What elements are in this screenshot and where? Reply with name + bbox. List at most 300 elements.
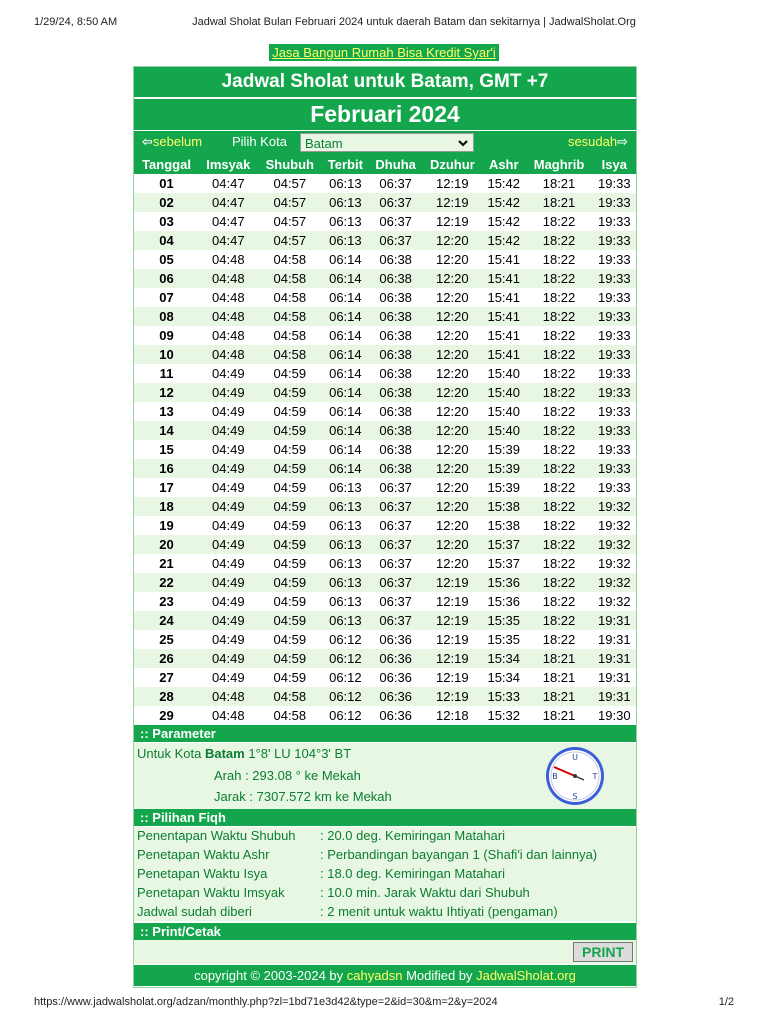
time-cell: 04:59: [258, 573, 322, 592]
time-cell: 18:22: [525, 554, 592, 573]
time-cell: 04:58: [258, 307, 322, 326]
time-cell: 15:42: [482, 193, 525, 212]
table-row: [134, 307, 636, 326]
table-row: [134, 668, 636, 687]
table-row: [134, 402, 636, 421]
time-cell: 12:20: [423, 288, 483, 307]
day-cell: 26: [134, 649, 199, 668]
table-row: [134, 421, 636, 440]
time-cell: 19:33: [593, 250, 636, 269]
time-cell: 18:22: [525, 611, 592, 630]
table-row: [134, 288, 636, 307]
time-cell: 19:30: [593, 706, 636, 725]
table-row: [134, 250, 636, 269]
time-cell: 12:19: [423, 174, 483, 193]
day-cell: 10: [134, 345, 199, 364]
time-cell: 18:22: [525, 592, 592, 611]
time-cell: 04:59: [258, 478, 322, 497]
time-cell: 19:33: [593, 231, 636, 250]
author-link[interactable]: cahyadsn: [346, 968, 403, 983]
fiqh-item-value: : 20.0 deg. Kemiringan Matahari: [320, 828, 505, 843]
time-cell: 15:40: [482, 402, 525, 421]
day-cell: 04: [134, 231, 199, 250]
time-cell: 18:22: [525, 573, 592, 592]
time-cell: 04:58: [258, 250, 322, 269]
time-cell: 06:14: [322, 440, 369, 459]
time-cell: 04:49: [199, 668, 258, 687]
time-cell: 04:59: [258, 554, 322, 573]
day-cell: 13: [134, 402, 199, 421]
day-cell: 25: [134, 630, 199, 649]
time-cell: 19:32: [593, 592, 636, 611]
time-cell: 12:20: [423, 383, 483, 402]
time-cell: 04:48: [199, 326, 258, 345]
city-select-value: Batam: [305, 136, 343, 151]
time-cell: 04:49: [199, 478, 258, 497]
time-cell: 04:48: [199, 706, 258, 725]
time-cell: 04:47: [199, 193, 258, 212]
time-cell: 06:14: [322, 269, 369, 288]
time-cell: 06:14: [322, 307, 369, 326]
time-cell: 18:22: [525, 231, 592, 250]
time-cell: 04:59: [258, 649, 322, 668]
prayer-schedule-table: [134, 155, 636, 725]
city-coordinates: 1°8' LU 104°3' BT: [248, 746, 352, 761]
time-cell: 06:13: [322, 174, 369, 193]
table-row: [134, 478, 636, 497]
column-header: Ashr: [482, 155, 525, 174]
time-cell: 15:35: [482, 630, 525, 649]
time-cell: 15:37: [482, 554, 525, 573]
time-cell: 12:20: [423, 516, 483, 535]
day-cell: 23: [134, 592, 199, 611]
time-cell: 04:48: [199, 345, 258, 364]
time-cell: 15:36: [482, 592, 525, 611]
time-cell: 04:49: [199, 554, 258, 573]
time-cell: 04:58: [258, 269, 322, 288]
time-cell: 06:14: [322, 345, 369, 364]
ad-link[interactable]: Jasa Bangun Rumah Bisa Kredit Syar'i: [269, 44, 499, 61]
compass-east-label: T: [592, 772, 598, 781]
time-cell: 15:41: [482, 250, 525, 269]
print-button[interactable]: PRINT: [573, 942, 633, 962]
qibla-direction: Arah : 293.08 ° ke Mekah: [214, 768, 361, 783]
schedule-panel: [133, 66, 637, 988]
time-cell: 15:38: [482, 497, 525, 516]
prev-month-label: sebelum: [152, 134, 203, 149]
time-cell: 04:59: [258, 383, 322, 402]
time-cell: 12:20: [423, 307, 483, 326]
time-cell: 12:20: [423, 269, 483, 288]
time-cell: 06:37: [369, 478, 423, 497]
prev-month-link[interactable]: [142, 134, 202, 150]
time-cell: 06:38: [369, 269, 423, 288]
time-cell: 12:20: [423, 402, 483, 421]
time-cell: 15:33: [482, 687, 525, 706]
time-cell: 12:19: [423, 212, 483, 231]
time-cell: 04:49: [199, 630, 258, 649]
time-cell: 04:57: [258, 231, 322, 250]
time-cell: 19:32: [593, 516, 636, 535]
table-body: [134, 174, 636, 725]
time-cell: 06:36: [369, 630, 423, 649]
time-cell: 04:58: [258, 345, 322, 364]
time-cell: 04:59: [258, 440, 322, 459]
time-cell: 19:33: [593, 345, 636, 364]
time-cell: 04:59: [258, 402, 322, 421]
table-row: [134, 573, 636, 592]
day-cell: 08: [134, 307, 199, 326]
fiqh-item: [134, 845, 636, 864]
time-cell: 06:38: [369, 421, 423, 440]
time-cell: 04:49: [199, 402, 258, 421]
day-cell: 05: [134, 250, 199, 269]
compass-south-label: S: [572, 792, 578, 801]
time-cell: 15:39: [482, 440, 525, 459]
time-cell: 06:37: [369, 573, 423, 592]
day-cell: 27: [134, 668, 199, 687]
time-cell: 04:47: [199, 174, 258, 193]
time-cell: 15:32: [482, 706, 525, 725]
time-cell: 12:20: [423, 326, 483, 345]
table-row: [134, 440, 636, 459]
time-cell: 06:14: [322, 421, 369, 440]
time-cell: 06:13: [322, 611, 369, 630]
time-cell: 06:38: [369, 440, 423, 459]
time-cell: 06:37: [369, 516, 423, 535]
time-cell: 18:22: [525, 440, 592, 459]
time-cell: 12:19: [423, 573, 483, 592]
column-header: Terbit: [322, 155, 369, 174]
month-title: Februari 2024: [134, 99, 636, 130]
time-cell: 06:13: [322, 592, 369, 611]
day-cell: 21: [134, 554, 199, 573]
ad-banner: [0, 44, 768, 62]
time-cell: 04:59: [258, 421, 322, 440]
time-cell: 19:33: [593, 174, 636, 193]
time-cell: 19:33: [593, 307, 636, 326]
day-cell: 07: [134, 288, 199, 307]
parameter-panel: [134, 743, 636, 809]
time-cell: 19:33: [593, 459, 636, 478]
time-cell: 18:22: [525, 516, 592, 535]
time-cell: 06:13: [322, 573, 369, 592]
time-cell: 06:13: [322, 516, 369, 535]
print-bar: [134, 940, 636, 964]
time-cell: 19:31: [593, 611, 636, 630]
table-header-row: [134, 155, 636, 174]
time-cell: 12:20: [423, 497, 483, 516]
table-row: [134, 516, 636, 535]
time-cell: 12:20: [423, 440, 483, 459]
table-row: [134, 554, 636, 573]
time-cell: 04:58: [258, 326, 322, 345]
parameter-section-title: :: Parameter: [134, 725, 636, 742]
table-row: [134, 535, 636, 554]
time-cell: 06:12: [322, 706, 369, 725]
time-cell: 06:14: [322, 402, 369, 421]
city-info: [137, 746, 351, 761]
time-cell: 04:49: [199, 421, 258, 440]
time-cell: 18:22: [525, 364, 592, 383]
table-row: [134, 269, 636, 288]
time-cell: 04:59: [258, 611, 322, 630]
time-cell: 04:59: [258, 516, 322, 535]
time-cell: 06:13: [322, 193, 369, 212]
time-cell: 06:37: [369, 497, 423, 516]
time-cell: 06:14: [322, 326, 369, 345]
time-cell: 15:39: [482, 459, 525, 478]
time-cell: 15:37: [482, 535, 525, 554]
time-cell: 04:59: [258, 668, 322, 687]
time-cell: 18:22: [525, 630, 592, 649]
time-cell: 12:19: [423, 668, 483, 687]
time-cell: 06:38: [369, 364, 423, 383]
time-cell: 04:47: [199, 212, 258, 231]
time-cell: 06:14: [322, 459, 369, 478]
table-row: [134, 459, 636, 478]
fiqh-item-value: : 18.0 deg. Kemiringan Matahari: [320, 866, 505, 881]
city-select-label: Pilih Kota: [232, 134, 287, 149]
time-cell: 18:22: [525, 250, 592, 269]
time-cell: 15:41: [482, 269, 525, 288]
print-section-title: :: Print/Cetak: [134, 923, 636, 940]
time-cell: 12:20: [423, 478, 483, 497]
time-cell: 19:33: [593, 364, 636, 383]
time-cell: 04:48: [199, 687, 258, 706]
table-row: [134, 611, 636, 630]
time-cell: 18:21: [525, 706, 592, 725]
next-month-label: sesudah: [567, 134, 618, 149]
time-cell: 06:38: [369, 288, 423, 307]
time-cell: 04:59: [258, 497, 322, 516]
time-cell: 18:21: [525, 193, 592, 212]
compass-west-label: B: [552, 772, 558, 781]
day-cell: 02: [134, 193, 199, 212]
time-cell: 04:49: [199, 383, 258, 402]
column-header: Dhuha: [369, 155, 423, 174]
time-cell: 06:12: [322, 687, 369, 706]
time-cell: 04:47: [199, 231, 258, 250]
time-cell: 06:37: [369, 592, 423, 611]
time-cell: 06:13: [322, 212, 369, 231]
time-cell: 06:13: [322, 497, 369, 516]
time-cell: 04:48: [199, 307, 258, 326]
time-cell: 12:20: [423, 364, 483, 383]
time-cell: 06:37: [369, 535, 423, 554]
time-cell: 04:59: [258, 630, 322, 649]
time-cell: 18:22: [525, 402, 592, 421]
time-cell: 04:49: [199, 611, 258, 630]
time-cell: 06:14: [322, 288, 369, 307]
time-cell: 04:49: [199, 535, 258, 554]
time-cell: 19:33: [593, 288, 636, 307]
time-cell: 04:48: [199, 288, 258, 307]
fiqh-item-label: Penentapan Waktu Shubuh: [137, 828, 296, 843]
time-cell: 04:49: [199, 573, 258, 592]
table-row: [134, 231, 636, 250]
fiqh-item: [134, 864, 636, 883]
time-cell: 06:14: [322, 364, 369, 383]
time-cell: 06:12: [322, 649, 369, 668]
time-cell: 18:22: [525, 383, 592, 402]
time-cell: 04:58: [258, 687, 322, 706]
time-cell: 06:37: [369, 212, 423, 231]
time-cell: 06:13: [322, 478, 369, 497]
column-header: Imsyak: [199, 155, 258, 174]
time-cell: 18:22: [525, 269, 592, 288]
time-cell: 18:21: [525, 668, 592, 687]
time-cell: 04:49: [199, 440, 258, 459]
time-cell: 04:57: [258, 174, 322, 193]
table-row: [134, 630, 636, 649]
time-cell: 15:40: [482, 421, 525, 440]
time-cell: 06:12: [322, 630, 369, 649]
time-cell: 12:20: [423, 554, 483, 573]
time-cell: 12:19: [423, 649, 483, 668]
time-cell: 04:49: [199, 459, 258, 478]
day-cell: 01: [134, 174, 199, 193]
time-cell: 12:19: [423, 193, 483, 212]
time-cell: 06:13: [322, 535, 369, 554]
time-cell: 06:38: [369, 250, 423, 269]
page-title: Jadwal Sholat untuk Batam, GMT +7: [134, 67, 636, 97]
city-label: Untuk Kota: [137, 746, 202, 761]
time-cell: 15:36: [482, 573, 525, 592]
time-cell: 06:38: [369, 383, 423, 402]
time-cell: 04:49: [199, 592, 258, 611]
compass-icon: [544, 745, 606, 807]
time-cell: 12:20: [423, 345, 483, 364]
time-cell: 15:38: [482, 516, 525, 535]
time-cell: 12:20: [423, 459, 483, 478]
time-cell: 19:33: [593, 269, 636, 288]
time-cell: 06:36: [369, 668, 423, 687]
print-url: https://www.jadwalsholat.org/adzan/monthly.php?zl=1bd71e3d42&type=2&id=30&m=2&y=2024: [34, 996, 498, 1008]
time-cell: 06:13: [322, 554, 369, 573]
time-cell: 15:41: [482, 345, 525, 364]
time-cell: 04:48: [199, 250, 258, 269]
time-cell: 19:33: [593, 326, 636, 345]
arrow-right-icon: ⇨: [617, 134, 628, 149]
print-title: [0, 16, 768, 28]
time-cell: 12:20: [423, 535, 483, 554]
fiqh-item-label: Jadwal sudah diberi: [137, 904, 252, 919]
fiqh-item: [134, 826, 636, 845]
city-select[interactable]: [300, 133, 474, 152]
time-cell: 04:57: [258, 193, 322, 212]
day-cell: 06: [134, 269, 199, 288]
time-cell: 06:38: [369, 326, 423, 345]
time-cell: 18:22: [525, 459, 592, 478]
time-cell: 12:20: [423, 250, 483, 269]
day-cell: 20: [134, 535, 199, 554]
time-cell: 06:37: [369, 193, 423, 212]
time-cell: 19:33: [593, 440, 636, 459]
day-cell: 17: [134, 478, 199, 497]
time-cell: 06:37: [369, 231, 423, 250]
time-cell: 15:34: [482, 649, 525, 668]
time-cell: 06:38: [369, 459, 423, 478]
day-cell: 22: [134, 573, 199, 592]
time-cell: 15:41: [482, 288, 525, 307]
time-cell: 06:13: [322, 231, 369, 250]
time-cell: 19:31: [593, 668, 636, 687]
site-link[interactable]: JadwalSholat.org: [476, 968, 576, 983]
time-cell: 19:33: [593, 478, 636, 497]
time-cell: 19:31: [593, 687, 636, 706]
time-cell: 06:36: [369, 687, 423, 706]
city-name: Batam: [204, 746, 245, 761]
table-row: [134, 364, 636, 383]
time-cell: 18:21: [525, 174, 592, 193]
next-month-link[interactable]: [568, 134, 628, 150]
fiqh-item: [134, 902, 636, 921]
qibla-distance: Jarak : 7307.572 km ke Mekah: [214, 789, 392, 804]
time-cell: 12:20: [423, 421, 483, 440]
time-cell: 18:22: [525, 307, 592, 326]
time-cell: 15:42: [482, 231, 525, 250]
table-row: [134, 212, 636, 231]
time-cell: 15:40: [482, 364, 525, 383]
fiqh-item-value: : Perbandingan bayangan 1 (Shafi'i dan lainnya): [320, 847, 598, 862]
column-header: Maghrib: [525, 155, 592, 174]
time-cell: 15:42: [482, 212, 525, 231]
table-row: [134, 497, 636, 516]
fiqh-item: [134, 883, 636, 902]
column-header: Isya: [593, 155, 636, 174]
time-cell: 12:19: [423, 611, 483, 630]
time-cell: 06:38: [369, 345, 423, 364]
time-cell: 19:33: [593, 193, 636, 212]
time-cell: 12:20: [423, 231, 483, 250]
time-cell: 15:35: [482, 611, 525, 630]
time-cell: 04:59: [258, 535, 322, 554]
time-cell: 04:59: [258, 364, 322, 383]
column-header: Tanggal: [134, 155, 199, 174]
compass-north-label: U: [572, 753, 578, 762]
time-cell: 12:19: [423, 630, 483, 649]
print-title-text: Jadwal Sholat Bulan Februari 2024 untuk daerah Batam dan sekitarnya | JadwalSholat.Org: [192, 16, 636, 28]
time-cell: 15:34: [482, 668, 525, 687]
time-cell: 19:33: [593, 383, 636, 402]
time-cell: 15:42: [482, 174, 525, 193]
time-cell: 06:12: [322, 668, 369, 687]
time-cell: 04:48: [199, 269, 258, 288]
time-cell: 18:22: [525, 345, 592, 364]
fiqh-section-title: :: Pilihan Fiqh: [134, 809, 636, 826]
time-cell: 06:14: [322, 250, 369, 269]
time-cell: 06:38: [369, 307, 423, 326]
table-row: [134, 174, 636, 193]
time-cell: 06:14: [322, 383, 369, 402]
day-cell: 24: [134, 611, 199, 630]
time-cell: 18:22: [525, 421, 592, 440]
time-cell: 06:37: [369, 174, 423, 193]
table-row: [134, 326, 636, 345]
time-cell: 18:21: [525, 687, 592, 706]
print-page-number: 1/2: [718, 996, 734, 1008]
time-cell: 04:57: [258, 212, 322, 231]
table-row: [134, 687, 636, 706]
arrow-left-icon: ⇦: [142, 134, 153, 149]
time-cell: 04:49: [199, 649, 258, 668]
day-cell: 29: [134, 706, 199, 725]
day-cell: 15: [134, 440, 199, 459]
time-cell: 12:19: [423, 592, 483, 611]
time-cell: 04:59: [258, 459, 322, 478]
time-cell: 15:41: [482, 326, 525, 345]
